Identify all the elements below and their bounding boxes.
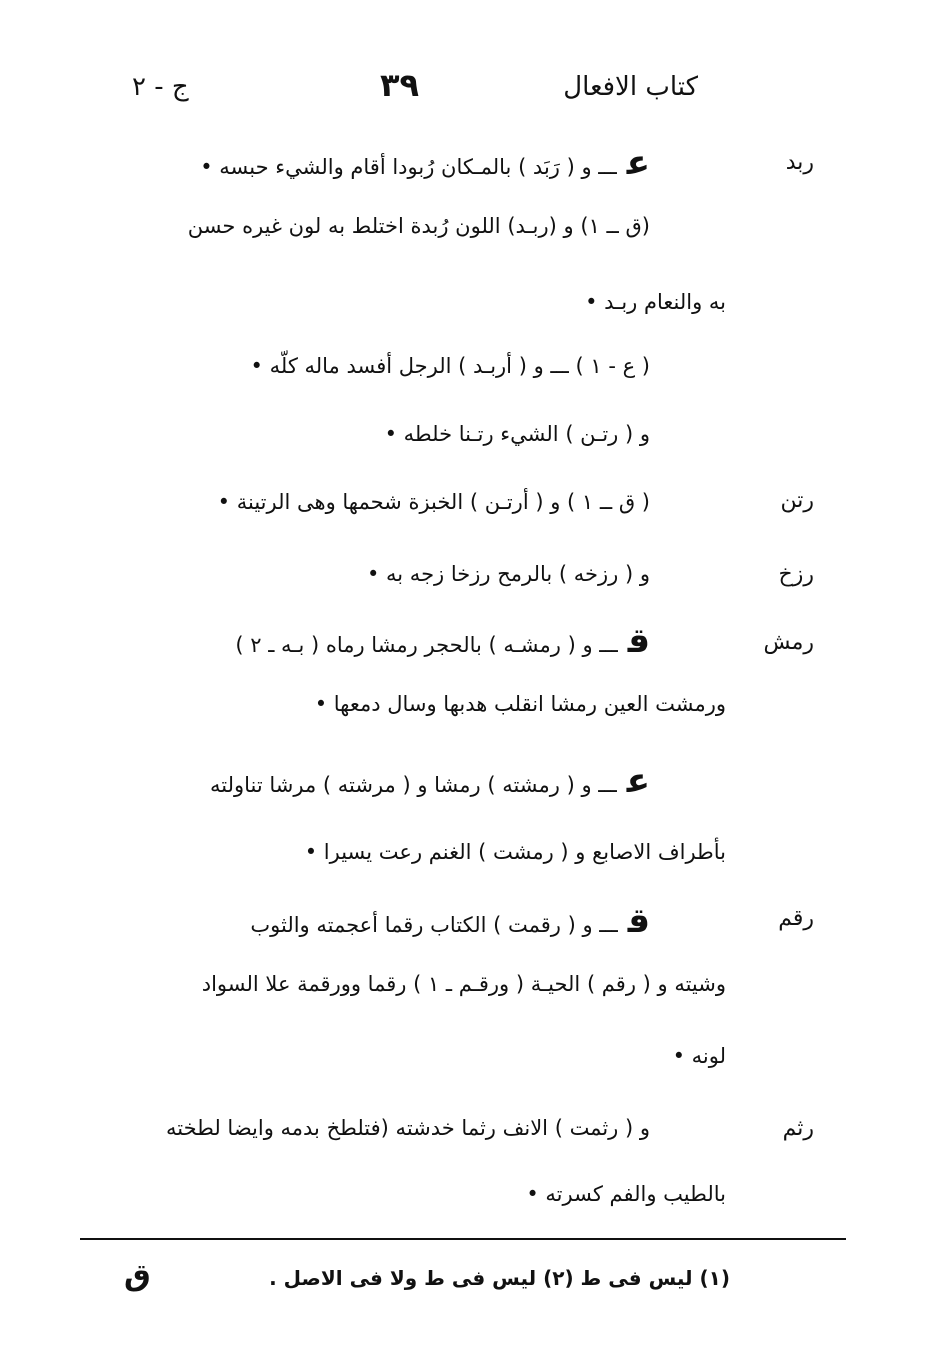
text-line (200, 143, 650, 183)
root-word-rbd: ربد (785, 150, 814, 175)
root-word-rtn: رتن (780, 488, 814, 513)
signature-marker: ق (124, 1258, 151, 1293)
line-text: ـــ و ( رمشته ) رمشا و ( مرشته ) مرشا تناولته (210, 773, 617, 797)
text-line: ( ق ــ ١ ) و ( أرتـن ) الخبزة شحمها وهى الرتينة • (217, 490, 650, 514)
footnote: (١) ليس فى ط (٢) ليس فى ط ولا فى الاصل . (269, 1266, 730, 1290)
footnote-divider (80, 1238, 846, 1240)
text-line: وشيته و ( رقم ) الحيـة ( ورقـم ـ ١ ) رقما وورقمة علا السواد (201, 972, 726, 996)
line-text: ـــ و ( رمشـه ) بالحجر رمشا رماه ( بـه ـ ٢ ) (235, 633, 618, 657)
text-line: و ( رزخه ) بالرمح رزخا زجه به • (366, 562, 650, 586)
source-marker: ع (626, 143, 650, 183)
volume-number: ج - ٢ (132, 72, 189, 102)
text-line: و ( رثمت ) الانف رثما خدشته (فتلطخ بدمه وايضا لطخته (165, 1116, 650, 1140)
book-title: كتاب الافعال (563, 72, 698, 102)
text-line: ( ع - ١ ) ـــ و ( أربـد ) الرجل أفسد ماله كلّه • (250, 354, 650, 378)
page-number: ٣٩ (380, 66, 420, 104)
source-marker: ق (627, 901, 650, 941)
text-line: (ق ــ ١) و (ربـد) اللون رُبدة اختلط به لون غيره حسن (187, 214, 650, 238)
text-line: ورمشت العين رمشا انقلب هدبها وسال دمعها • (314, 692, 726, 716)
source-marker: ق (627, 621, 650, 661)
text-line (235, 621, 650, 661)
text-line (250, 901, 650, 941)
root-word-rqm: رقم (778, 906, 814, 931)
text-line: به والنعام ربـد • (585, 290, 726, 314)
root-word-rmsh: رمش (763, 630, 814, 655)
line-text: ـــ و ( رقمت ) الكتاب رقما أعجمته والثوب (250, 913, 618, 937)
text-line: لونه • (672, 1044, 726, 1068)
line-text: ـــ و ( رَبَد ) بالمـكان رُبودا أقام والشيء حبسه • (200, 155, 617, 179)
text-line (210, 761, 650, 801)
root-word-rzkh: رزخ (778, 562, 814, 587)
root-word-rthm: رثم (782, 1116, 814, 1141)
text-line: بالطيب والفم كسرته • (526, 1182, 726, 1206)
text-line: بأطراف الاصابع و ( رمشت ) الغنم رعت يسيرا • (304, 840, 726, 864)
text-line: و ( رتـن ) الشيء رتـنا خلطه • (384, 422, 650, 446)
source-marker: ع (626, 761, 650, 801)
